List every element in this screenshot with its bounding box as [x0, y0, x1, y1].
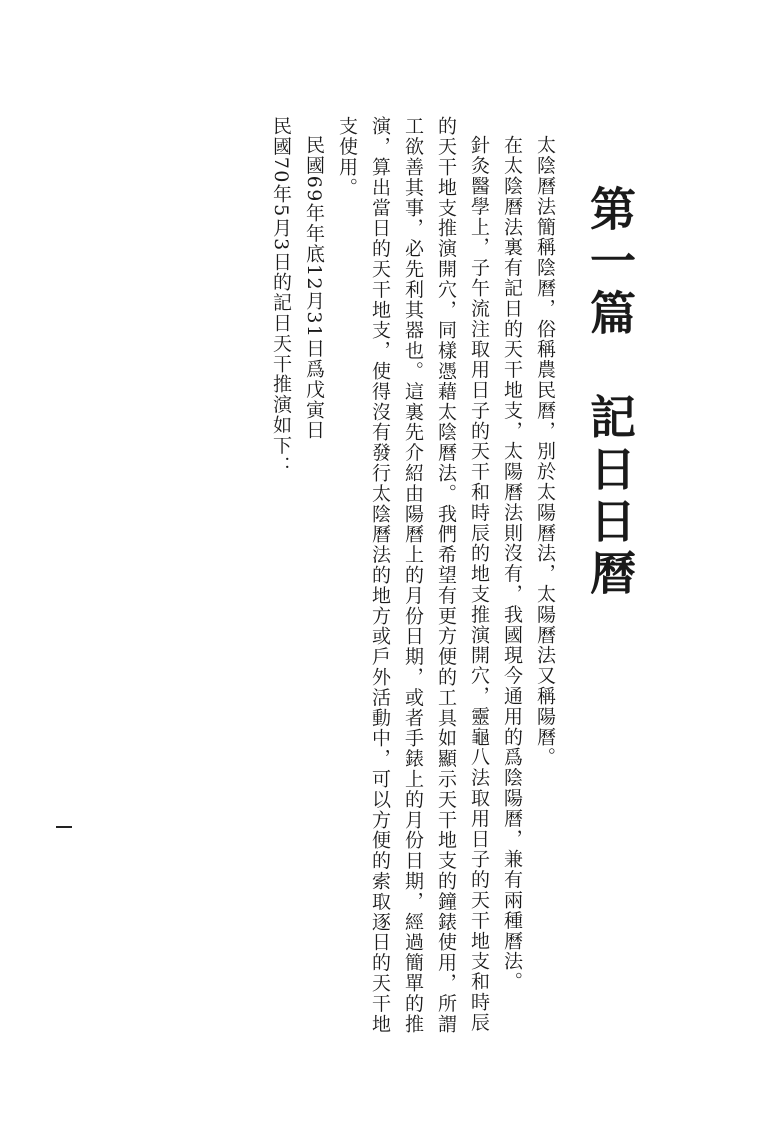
paragraph-3: 針灸醫學上，子午流注取用日子的天干和時辰的地支推演開穴，靈龜八法取用日子的天干地支和時辰的天干地支推演開穴，同樣憑藉太陰曆法。我們希望有更方便的工具如顯示天干地支的鐘錶使用，所謂工欲善其事，必先利其器也。這裏先介紹由陽曆上的月份日期，或者手錶上的月份日期，經過簡單的推演，算出當日的天干地支，使得沒有發行太陰曆法的地方或戶外活動中，可以方便的索取逐日的天干地支使用。: [336, 116, 490, 1034]
paragraph-1: 太陰曆法簡稱陰曆，俗稱農民曆，別於太陽曆法，太陽曆法又稱陽曆。: [534, 135, 556, 768]
paragraph-4: 民國69年年底12月31日爲戊寅日: [303, 135, 325, 441]
paragraph-5: 民國70年5月3日的記日天干推演如下：: [270, 116, 292, 476]
paragraph-2: 在太陰曆法裏有記日的天干地支，太陽曆法則沒有，我國現今通用的爲陰陽曆，兼有兩種曆法。: [501, 135, 523, 992]
page-title: 第一篇 記日日曆: [583, 185, 637, 601]
margin-mark: [56, 826, 72, 828]
body-text: [264, 116, 561, 1036]
